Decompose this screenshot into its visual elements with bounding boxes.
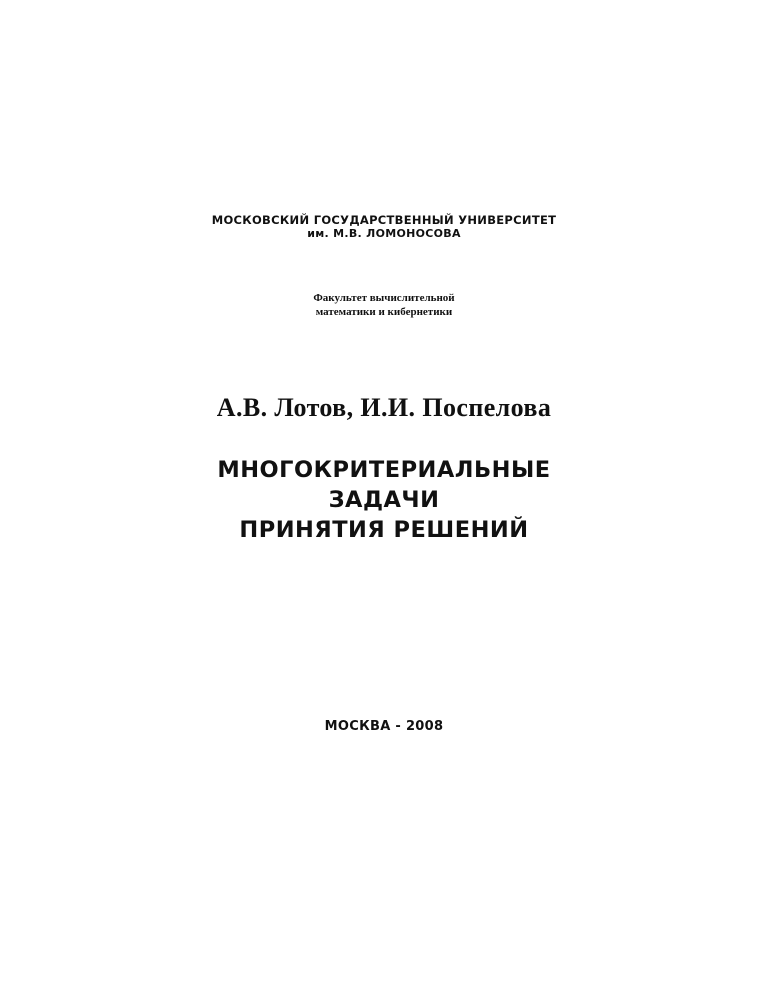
imprint-place-year: МОСКВА - 2008 bbox=[324, 719, 444, 734]
book-title-line-2: ЗАДАЧИ bbox=[328, 487, 440, 513]
university-honorific: им. М.В. ЛОМОНОСОВА bbox=[307, 227, 461, 240]
book-title-line-3: ПРИНЯТИЯ РЕШЕНИЙ bbox=[239, 517, 529, 543]
book-title-line-1: МНОГОКРИТЕРИАЛЬНЫЕ bbox=[217, 457, 551, 483]
faculty-line-1: Факультет вычислительной bbox=[313, 292, 455, 304]
authors: А.В. Лотов, И.И. Поспелова bbox=[216, 393, 552, 422]
book-title bbox=[0, 455, 768, 545]
university-name: МОСКОВСКИЙ ГОСУДАРСТВЕННЫЙ УНИВЕРСИТЕТ bbox=[211, 213, 557, 227]
faculty-heading bbox=[0, 291, 768, 319]
faculty-line-2: математики и кибернетики bbox=[315, 306, 453, 318]
university-heading bbox=[0, 213, 768, 241]
